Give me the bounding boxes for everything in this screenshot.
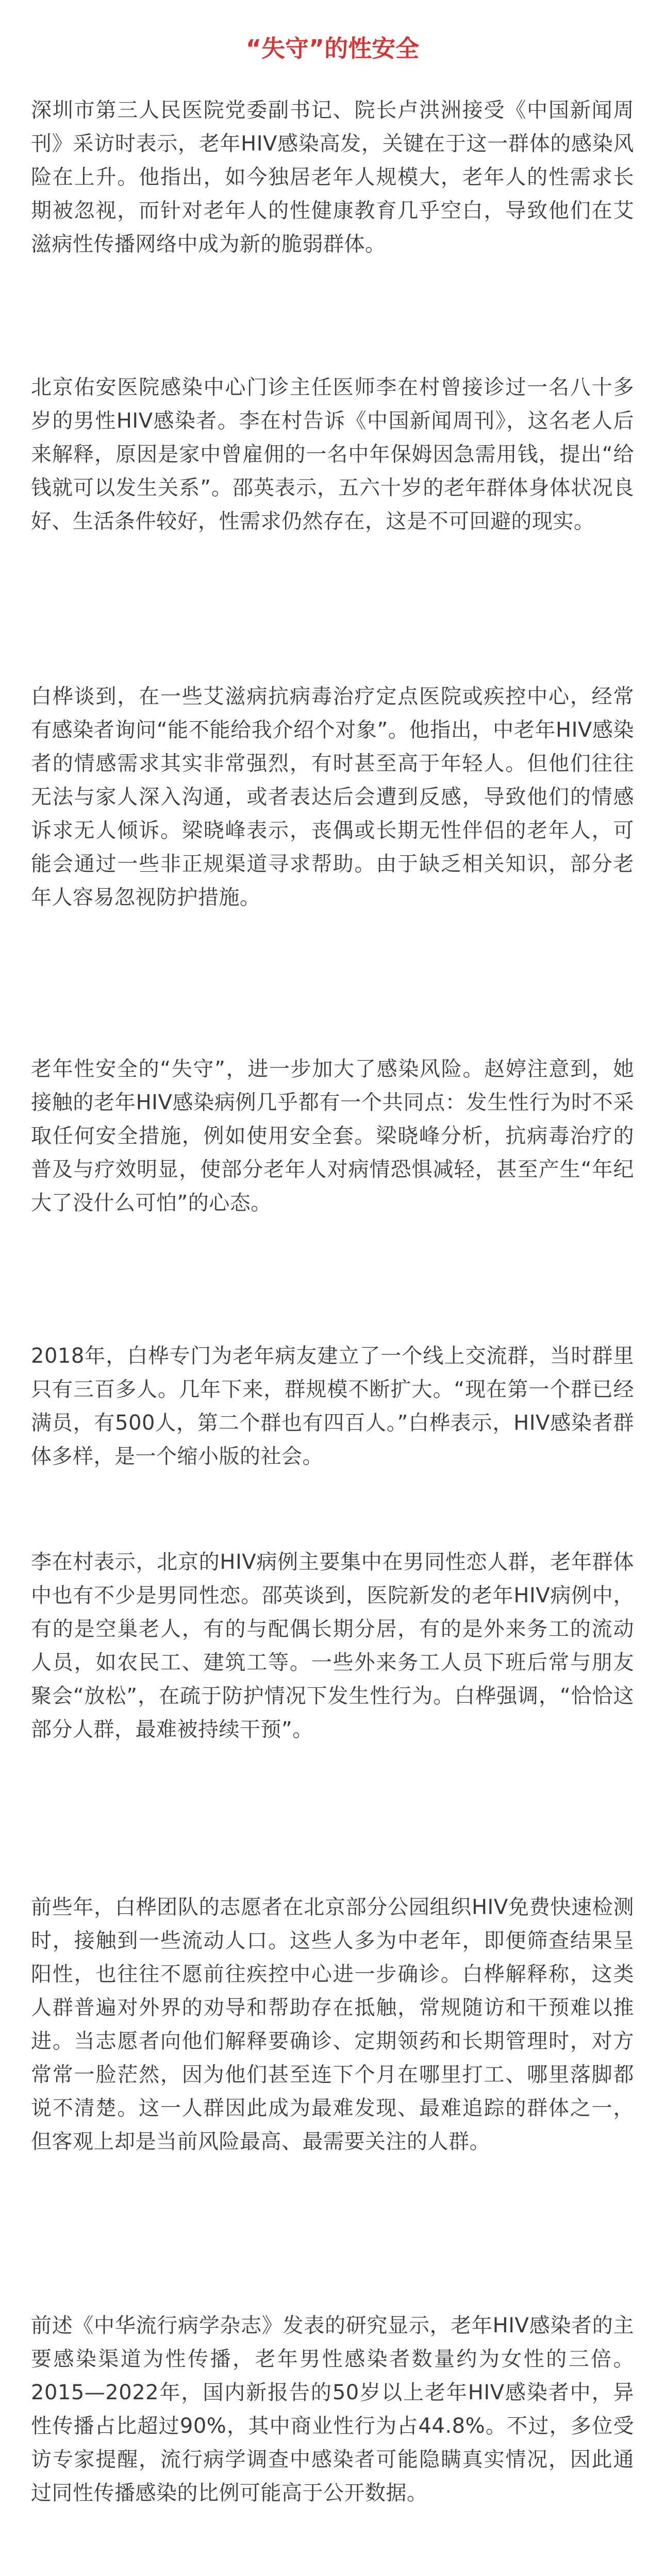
paragraph-8	[31, 2309, 634, 2510]
article-title: “失守”的性安全	[245, 35, 420, 62]
paragraph-text: 深圳市第三人民医院党委副书记、院长卢洪洲接受《中国新闻周刊》采访时表示，老年HIV感染高发，关键在于这一群体的感染风险在上升。他指出，如今独居老年人规模大，老年人的性需求长期被忽视，而针对老年人的性健康教育几乎空白，导致他们在艾滋病性传播网络中成为新的脆弱群体。	[31, 98, 634, 256]
paragraph-text: 李在村表示，北京的HIV病例主要集中在男同性恋人群，老年群体中也有不少是男同性恋。邵英谈到，医院新发的老年HIV病例中，有的是空巢老人，有的与配偶长期分居，有的是外来务工的流动人员，如农民工、建筑工等。一些外来务工人员下班后常与朋友聚会“放松”，在疏于防护情况下发生性行为。白桦强调，“恰恰这部分人群，最难被持续干预”。	[31, 1550, 634, 1741]
paragraph-text: 北京佑安医院感染中心门诊主任医师李在村曾接诊过一名八十多岁的男性HIV感染者。李在村告诉《中国新闻周刊》，这名老人后来解释，原因是家中曾雇佣的一名中年保姆因急需用钱，提出“给钱就可以发生关系”。邵英表示，五六十岁的老年群体身体状况良好、生活条件较好，性需求仍然存在，这是不可回避的现实。	[31, 376, 634, 533]
paragraph-6	[31, 1546, 634, 1747]
paragraph-text: 2018年，白桦专门为老年病友建立了一个线上交流群，当时群里只有三百多人。几年下来，群规模不断扩大。“现在第一个群已经满员，有500人，第二个群也有四百人。”白桦表示，HIV感染者群体多样，是一个缩小版的社会。	[31, 1344, 634, 1468]
paragraph-7	[31, 1891, 634, 2159]
paragraph-2	[31, 371, 634, 538]
paragraph-text: 前些年，白桦团队的志愿者在北京部分公园组织HIV免费快速检测时，接触到一些流动人口。这些人多为中老年，即便筛查结果呈阳性，也往往不愿前往疾控中心进一步确诊。白桦解释称，这类人群普遍对外界的劝导和帮助存在抵触，常规随访和干预难以推进。当志愿者向他们解释要确诊、定期领药和长期管理时，对方常常一脸茫然，因为他们甚至连下个月在哪里打工、哪里落脚都说不清楚。这一人群因此成为最难发现、最难追踪的群体之一，但客观上却是当前风险最高、最需要关注的人群。	[31, 1895, 634, 2154]
paragraph-4	[31, 1053, 634, 1220]
paragraph-3	[31, 680, 634, 914]
paragraph-text: 前述《中华流行病学杂志》发表的研究显示，老年HIV感染者的主要感染渠道为性传播，老年男性感染者数量约为女性的三倍。2015—2022年，国内新报告的50岁以上老年HIV感染者中，异性传播占比超过90%，其中商业性行为占44.8%。不过，多位受访专家提醒，流行病学调查中感染者可能隐瞒真实情况，因此通过同性传播感染的比例可能高于公开数据。	[31, 2314, 634, 2505]
paragraph-text: 老年性安全的“失守”，进一步加大了感染风险。赵婷注意到，她接触的老年HIV感染病例几乎都有一个共同点：发生性行为时不采取任何安全措施，例如使用安全套。梁晓峰分析，抗病毒治疗的普及与疗效明显，使部分老年人对病情恐惧减轻，甚至产生“年纪大了没什么可怕”的心态。	[31, 1057, 634, 1215]
paragraph-text: 白桦谈到，在一些艾滋病抗病毒治疗定点医院或疾控中心，经常有感染者询问“能不能给我介绍个对象”。他指出，中老年HIV感染者的情感需求其实非常强烈，有时甚至高于年轻人。但他们往往无法与家人深入沟通，或者表达后会遭到反感，导致他们的情感诉求无人倾诉。梁晓峰表示，丧偶或长期无性伴侣的老年人，可能会通过一些非正规渠道寻求帮助。由于缺乏相关知识，部分老年人容易忽视防护措施。	[31, 685, 634, 909]
paragraph-5	[31, 1340, 634, 1473]
paragraph-1	[31, 94, 634, 261]
